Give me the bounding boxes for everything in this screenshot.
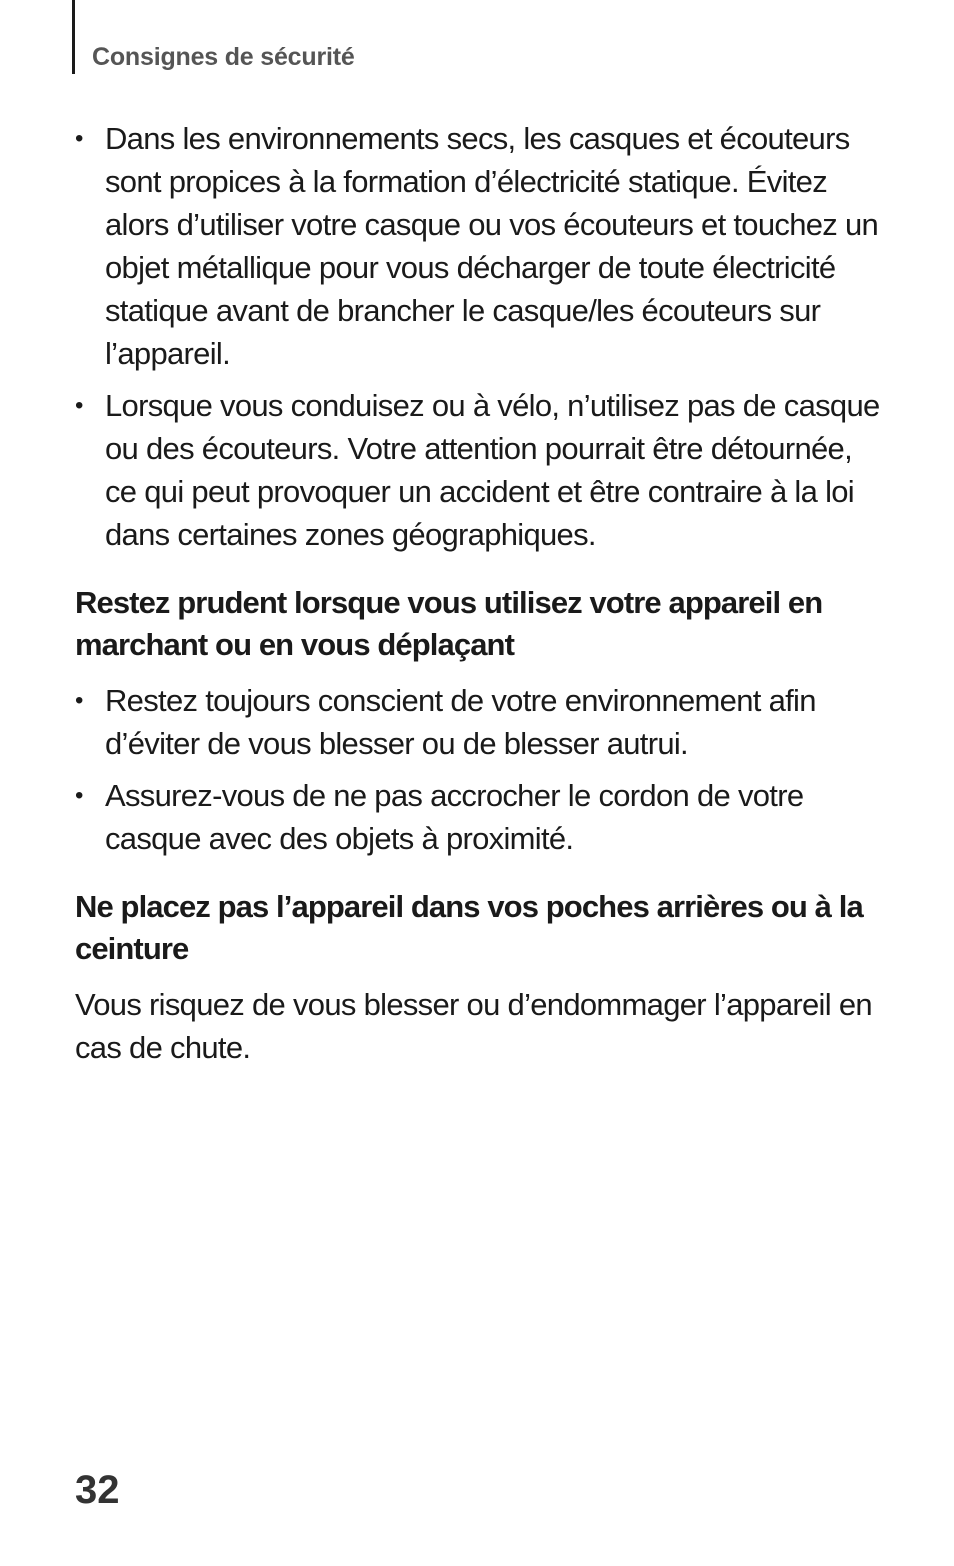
- body-paragraph: Vous risquez de vous blesser ou d’endommager l’appareil en cas de chute.: [75, 987, 872, 1065]
- list-item-text: Lorsque vous conduisez ou à vélo, n’utilisez pas de casque ou des écouteurs. Votre attention pourrait être détournée, ce qui peut provoquer un accident et être contraire à la loi dans certaines zones géographiques.: [105, 388, 880, 552]
- running-header: Consignes de sécurité: [92, 43, 355, 71]
- page-content: [75, 117, 885, 1069]
- bullet-icon: •: [75, 125, 83, 152]
- section-heading-pockets: Ne placez pas l’appareil dans vos poches arrières ou à la ceinture: [75, 889, 863, 966]
- bullet-icon: •: [75, 687, 83, 714]
- list-item-text: Restez toujours conscient de votre environnement afin d’éviter de vous blesser ou de blesser autrui.: [105, 683, 816, 761]
- bullet-icon: •: [75, 782, 83, 809]
- list-item: [75, 774, 885, 860]
- bullet-list-static-electricity: [75, 117, 885, 556]
- list-item: [75, 384, 885, 556]
- list-item: [75, 679, 885, 765]
- bullet-list-walking: [75, 679, 885, 860]
- list-item-text: Dans les environnements secs, les casques et écouteurs sont propices à la formation d’électricité statique. Évitez alors d’utiliser votre casque ou vos écouteurs et touchez un objet métallique pour vous décharger de toute électricité statique avant de brancher le casque/les écouteurs sur l’appareil.: [105, 121, 879, 371]
- header-rule: [72, 0, 75, 74]
- bullet-icon: •: [75, 392, 83, 419]
- list-item-text: Assurez-vous de ne pas accrocher le cordon de votre casque avec des objets à proximité.: [105, 778, 804, 856]
- list-item: [75, 117, 885, 375]
- section-heading-walking: Restez prudent lorsque vous utilisez votre appareil en marchant ou en vous déplaçant: [75, 585, 823, 662]
- page-number: 32: [75, 1468, 120, 1512]
